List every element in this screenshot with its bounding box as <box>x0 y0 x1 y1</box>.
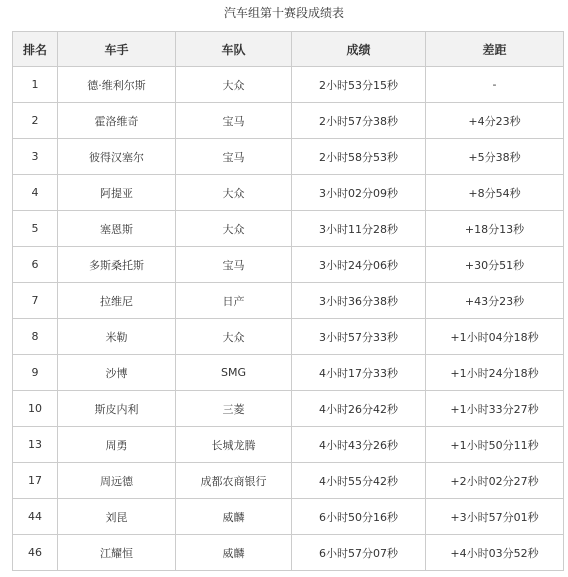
cell-time: 4小时43分26秒 <box>292 427 426 463</box>
cell-driver: 周远德 <box>58 463 176 499</box>
cell-gap: +3小时57分01秒 <box>426 499 564 535</box>
cell-gap: +1小时50分11秒 <box>426 427 564 463</box>
cell-driver: 彼得汉塞尔 <box>58 139 176 175</box>
header-rank: 排名 <box>13 32 58 67</box>
cell-team: 日产 <box>176 283 292 319</box>
table-row <box>13 103 564 139</box>
header-row <box>13 32 564 67</box>
cell-time: 6小时50分16秒 <box>292 499 426 535</box>
header-team: 车队 <box>176 32 292 67</box>
cell-gap: +1小时24分18秒 <box>426 355 564 391</box>
cell-time: 3小时11分28秒 <box>292 211 426 247</box>
cell-driver: 塞恩斯 <box>58 211 176 247</box>
cell-team: 大众 <box>176 175 292 211</box>
cell-team: SMG <box>176 355 292 391</box>
header-driver: 车手 <box>58 32 176 67</box>
cell-rank: 2 <box>13 103 58 139</box>
cell-rank: 6 <box>13 247 58 283</box>
cell-team: 大众 <box>176 67 292 103</box>
cell-rank: 1 <box>13 67 58 103</box>
cell-team: 威麟 <box>176 499 292 535</box>
cell-driver: 周勇 <box>58 427 176 463</box>
cell-driver: 阿提亚 <box>58 175 176 211</box>
cell-team: 成都农商银行 <box>176 463 292 499</box>
cell-rank: 10 <box>13 391 58 427</box>
cell-rank: 7 <box>13 283 58 319</box>
table-row <box>13 283 564 319</box>
cell-driver: 米勒 <box>58 319 176 355</box>
cell-gap: +2小时02分27秒 <box>426 463 564 499</box>
cell-team: 大众 <box>176 211 292 247</box>
cell-time: 2小时58分53秒 <box>292 139 426 175</box>
cell-time: 3小时02分09秒 <box>292 175 426 211</box>
cell-gap: +8分54秒 <box>426 175 564 211</box>
cell-gap: +4分23秒 <box>426 103 564 139</box>
cell-driver: 多斯桑托斯 <box>58 247 176 283</box>
cell-time: 3小时57分33秒 <box>292 319 426 355</box>
cell-driver: 斯皮内利 <box>58 391 176 427</box>
cell-team: 大众 <box>176 319 292 355</box>
header-gap: 差距 <box>426 32 564 67</box>
cell-rank: 3 <box>13 139 58 175</box>
table-row <box>13 463 564 499</box>
cell-rank: 4 <box>13 175 58 211</box>
table-row <box>13 355 564 391</box>
table-body <box>13 67 564 571</box>
cell-team: 长城龙腾 <box>176 427 292 463</box>
table-header <box>13 32 564 67</box>
table-row <box>13 499 564 535</box>
table-caption: 汽车组第十赛段成绩表 <box>223 6 344 20</box>
cell-rank: 8 <box>13 319 58 355</box>
cell-gap: - <box>426 67 564 103</box>
cell-driver: 德·维利尔斯 <box>58 67 176 103</box>
cell-team: 宝马 <box>176 139 292 175</box>
cell-gap: +4小时03分52秒 <box>426 535 564 571</box>
cell-time: 3小时36分38秒 <box>292 283 426 319</box>
cell-rank: 46 <box>13 535 58 571</box>
cell-gap: +5分38秒 <box>426 139 564 175</box>
cell-team: 三菱 <box>176 391 292 427</box>
table-row <box>13 67 564 103</box>
cell-time: 2小时53分15秒 <box>292 67 426 103</box>
table-row <box>13 427 564 463</box>
table-row <box>13 175 564 211</box>
cell-gap: +1小时04分18秒 <box>426 319 564 355</box>
cell-gap: +43分23秒 <box>426 283 564 319</box>
cell-time: 2小时57分38秒 <box>292 103 426 139</box>
results-table <box>12 31 564 571</box>
cell-team: 宝马 <box>176 247 292 283</box>
table-row <box>13 319 564 355</box>
cell-gap: +1小时33分27秒 <box>426 391 564 427</box>
cell-driver: 沙博 <box>58 355 176 391</box>
table-row <box>13 391 564 427</box>
cell-rank: 13 <box>13 427 58 463</box>
cell-gap: +18分13秒 <box>426 211 564 247</box>
cell-rank: 17 <box>13 463 58 499</box>
cell-rank: 5 <box>13 211 58 247</box>
cell-rank: 44 <box>13 499 58 535</box>
table-row <box>13 211 564 247</box>
cell-driver: 拉维尼 <box>58 283 176 319</box>
cell-time: 6小时57分07秒 <box>292 535 426 571</box>
cell-driver: 霍洛维奇 <box>58 103 176 139</box>
cell-time: 4小时55分42秒 <box>292 463 426 499</box>
table-row <box>13 139 564 175</box>
cell-team: 威麟 <box>176 535 292 571</box>
cell-time: 3小时24分06秒 <box>292 247 426 283</box>
cell-rank: 9 <box>13 355 58 391</box>
cell-team: 宝马 <box>176 103 292 139</box>
table-row <box>13 535 564 571</box>
header-time: 成绩 <box>292 32 426 67</box>
table-row <box>13 247 564 283</box>
cell-driver: 刘昆 <box>58 499 176 535</box>
cell-driver: 江耀恒 <box>58 535 176 571</box>
cell-gap: +30分51秒 <box>426 247 564 283</box>
cell-time: 4小时26分42秒 <box>292 391 426 427</box>
cell-time: 4小时17分33秒 <box>292 355 426 391</box>
